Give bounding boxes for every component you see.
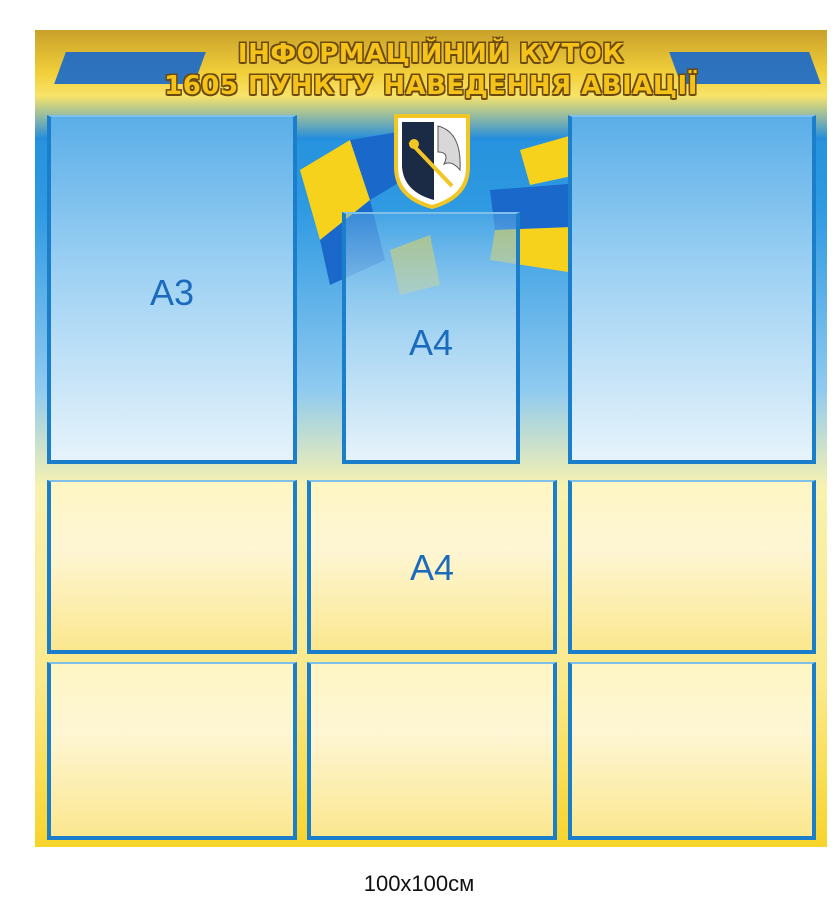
board-title-line2: 1605 ПУНКТУ НАВЕДЕННЯ АВІАЦІЇ xyxy=(164,71,698,101)
pocket-a4-top-center xyxy=(342,212,520,464)
board-title xyxy=(35,38,827,102)
board-title-line1: ІНФОРМАЦІЙНИЙ КУТОК xyxy=(237,39,625,69)
pocket-bottom-center xyxy=(307,662,557,840)
pocket-label: A4 xyxy=(409,547,455,588)
pocket-label: A4 xyxy=(408,322,454,363)
pocket-top-right xyxy=(568,115,816,464)
pocket-middle-left xyxy=(47,480,297,654)
pocket-middle-right xyxy=(568,480,816,654)
pocket-a4-middle-center xyxy=(307,480,557,654)
pocket-bottom-right xyxy=(568,662,816,840)
size-caption: 100x100см xyxy=(363,871,475,896)
coat-of-arms-emblem xyxy=(392,112,472,210)
pocket-bottom-left xyxy=(47,662,297,840)
info-board xyxy=(35,30,827,847)
pocket-a3-top-left xyxy=(47,115,297,464)
pocket-label: A3 xyxy=(149,272,195,313)
